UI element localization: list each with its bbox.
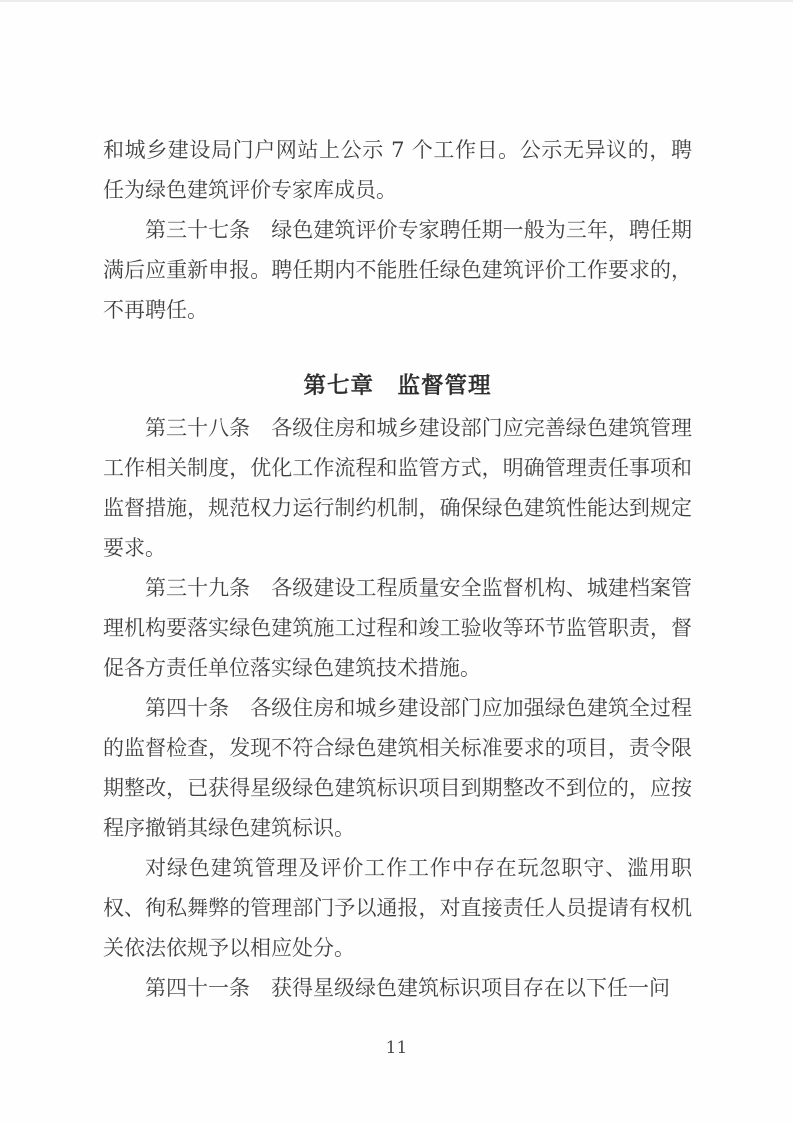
- paragraph-article-40: 第四十条 各级住房和城乡建设部门应加强绿色建筑全过程的监督检查，发现不符合绿色建筑相关标准要求的项目，责令限期整改，已获得星级绿色建筑标识项目到期整改不到位的，应按程序撤销其绿色建筑标识。: [103, 696, 692, 840]
- paragraph-accountability: 对绿色建筑管理及评价工作工作中存在玩忽职守、滥用职权、徇私舞弊的管理部门予以通报，对直接责任人员提请有权机关依法依规予以相应处分。: [103, 856, 692, 960]
- page-number: 11: [385, 1038, 408, 1058]
- paragraph-article-37: 第三十七条 绿色建筑评价专家聘任期一般为三年，聘任期满后应重新申报。聘任期内不能胜任绿色建筑评价工作要求的，不再聘任。: [103, 218, 692, 322]
- paragraph-article-39: 第三十九条 各级建设工程质量安全监督机构、城建档案管理机构要落实绿色建筑施工过程和竣工验收等环节监管职责，督促各方责任单位落实绿色建筑技术措施。: [103, 576, 692, 680]
- paragraph-article-41: 第四十一条 获得星级绿色建筑标识项目存在以下任一问: [145, 976, 670, 1000]
- paragraph-article-38: 第三十八条 各级住房和城乡建设部门应完善绿色建筑管理工作相关制度，优化工作流程和监管方式，明确管理责任事项和监督措施，规范权力运行制约机制，确保绿色建筑性能达到规定要求。: [103, 416, 692, 560]
- chapter-heading: 第七章 监督管理: [303, 373, 492, 399]
- document-body: [103, 130, 692, 1008]
- paragraph-continuation: 和城乡建设局门户网站上公示 7 个工作日。公示无异议的，聘任为绿色建筑评价专家库成员。: [103, 138, 692, 202]
- page-top-edge: [0, 0, 793, 2]
